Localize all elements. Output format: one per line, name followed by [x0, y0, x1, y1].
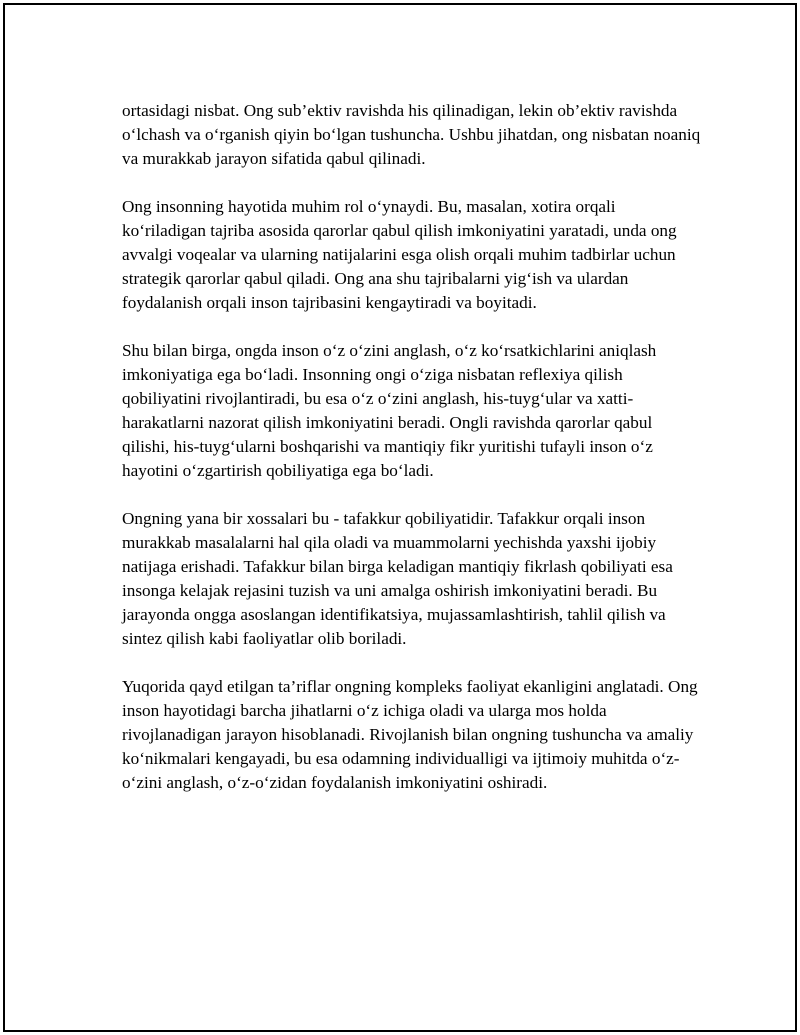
page-border	[3, 3, 797, 1032]
document-body	[122, 99, 702, 819]
paragraph-2: Ong insonning hayotida muhim rol o‘ynaydi. Bu, masalan, xotira orqali ko‘riladigan tajriba asosida qarorlar qabul qilish imkoniyatini yaratadi, unda ong avvalgi voqealar va ularning natijalarini esga olish orqali muhim tadbirlar uchun strategik qarorlar qabul qiladi. Ong ana shu tajribalarni yig‘ish va ulardan foydalanish orqali inson tajribasini kengaytiradi va boyitadi.	[122, 197, 677, 312]
paragraph-1: ortasidagi nisbat. Ong sub’ektiv ravishda his qilinadigan, lekin ob’ektiv ravishda o‘lchash va o‘rganish qiyin bo‘lgan tushuncha. Ushbu jihatdan, ong nisbatan noaniq va murakkab jarayon sifatida qabul qilinadi.	[122, 101, 701, 168]
paragraph-4: Ongning yana bir xossalari bu - tafakkur qobiliyatidir. Tafakkur orqali inson murakkab masalalarni hal qila oladi va muammolarni yechishda yaxshi ijobiy natijaga erishadi. Tafakkur bilan birga keladigan mantiqiy fikrlash qobiliyati esa insonga kelajak rejasini tuzish va uni amalga oshirish imkoniyatini beradi. Bu jarayonda ongga asoslangan identifikatsiya, mujassamlashtirish, tahlil qilish va sintez qilish kabi faoliyatlar olib boriladi.	[122, 509, 673, 648]
paragraph-5: Yuqorida qayd etilgan ta’riflar ongning kompleks faoliyat ekanligini anglatadi. Ong inson hayotidagi barcha jihatlarni o‘z ichiga oladi va ularga mos holda rivojlanadigan jarayon hisoblanadi. Rivojlanish bilan ongning tushuncha va amaliy ko‘nikmalari kengayadi, bu esa odamning individualligi va ijtimoiy muhitda o‘z-o‘zini anglash, o‘z-o‘zidan foydalanish imkoniyatini oshiradi.	[122, 677, 698, 792]
paragraph-3: Shu bilan birga, ongda inson o‘z o‘zini anglash, o‘z ko‘rsatkichlarini aniqlash imkoniyatiga ega bo‘ladi. Insonning ongi o‘ziga nisbatan reflexiya qilish qobiliyatini rivojlantiradi, bu esa o‘z o‘zini anglash, his-tuyg‘ular va xatti-harakatlarni nazorat qilish imkoniyatini beradi. Ongli ravishda qarorlar qabul qilishi, his-tuyg‘ularni boshqarishi va mantiqiy fikr yuritishi tufayli inson o‘z hayotini o‘zgartirish qobiliyatiga ega bo‘ladi.	[122, 341, 657, 480]
